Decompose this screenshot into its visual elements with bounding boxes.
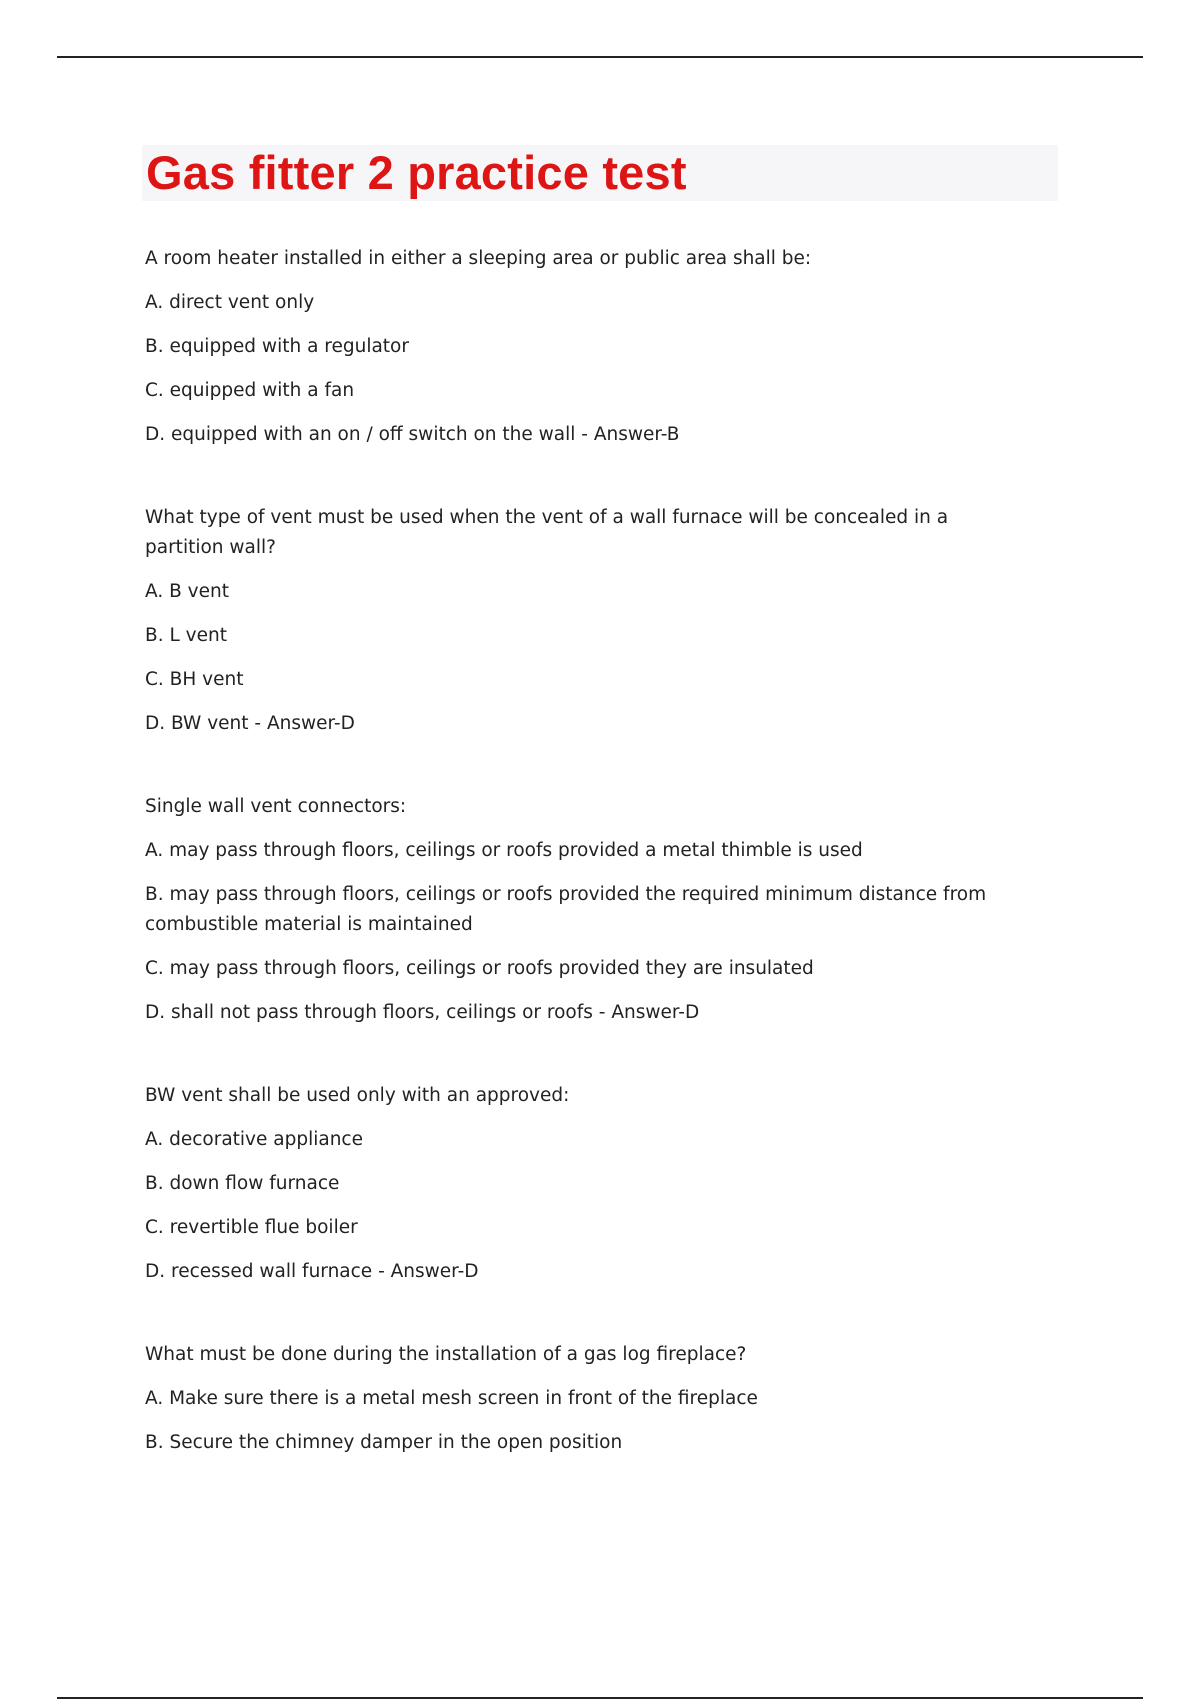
question-5 <box>145 1340 1025 1458</box>
answer-option: B. L vent <box>145 625 227 646</box>
question-4 <box>145 1081 1025 1287</box>
question-3 <box>145 792 1025 1028</box>
answer-option: A. direct vent only <box>145 292 315 313</box>
answer-option: D. recessed wall furnace - Answer-D <box>145 1261 479 1282</box>
answer-option: B. equipped with a regulator <box>145 336 409 357</box>
answer-option: A. may pass through floors, ceilings or roofs provided a metal thimble is used <box>145 840 863 861</box>
answer-option: D. equipped with an on / off switch on the wall - Answer-B <box>145 424 680 445</box>
answer-option: A. Make sure there is a metal mesh screen in front of the fireplace <box>145 1388 758 1409</box>
answer-option: C. revertible flue boiler <box>145 1217 358 1238</box>
answer-option: A. decorative appliance <box>145 1129 363 1150</box>
answer-option: A. B vent <box>145 581 229 602</box>
answer-option: B. may pass through floors, ceilings or roofs provided the required minimum distance from combustible material is maintained <box>145 884 987 935</box>
question-1 <box>145 244 1025 450</box>
answer-option: D. BW vent - Answer-D <box>145 713 355 734</box>
bottom-rule <box>57 1697 1143 1699</box>
answer-option: D. shall not pass through floors, ceilings or roofs - Answer-D <box>145 1002 700 1023</box>
question-text: BW vent shall be used only with an approved: <box>145 1085 570 1106</box>
answer-option: B. down flow furnace <box>145 1173 340 1194</box>
question-text: A room heater installed in either a sleeping area or public area shall be: <box>145 248 812 269</box>
question-2 <box>145 503 1025 739</box>
question-list <box>145 244 1025 1511</box>
question-text: What must be done during the installation of a gas log fireplace? <box>145 1344 747 1365</box>
document-title: Gas fitter 2 practice test <box>146 146 687 199</box>
answer-option: B. Secure the chimney damper in the open position <box>145 1432 623 1453</box>
top-rule <box>57 56 1143 58</box>
answer-option: C. may pass through floors, ceilings or roofs provided they are insulated <box>145 958 814 979</box>
question-text: Single wall vent connectors: <box>145 796 407 817</box>
answer-option: C. equipped with a fan <box>145 380 355 401</box>
answer-option: C. BH vent <box>145 669 244 690</box>
question-text: What type of vent must be used when the vent of a wall furnace will be concealed in a partition wall? <box>145 507 949 558</box>
